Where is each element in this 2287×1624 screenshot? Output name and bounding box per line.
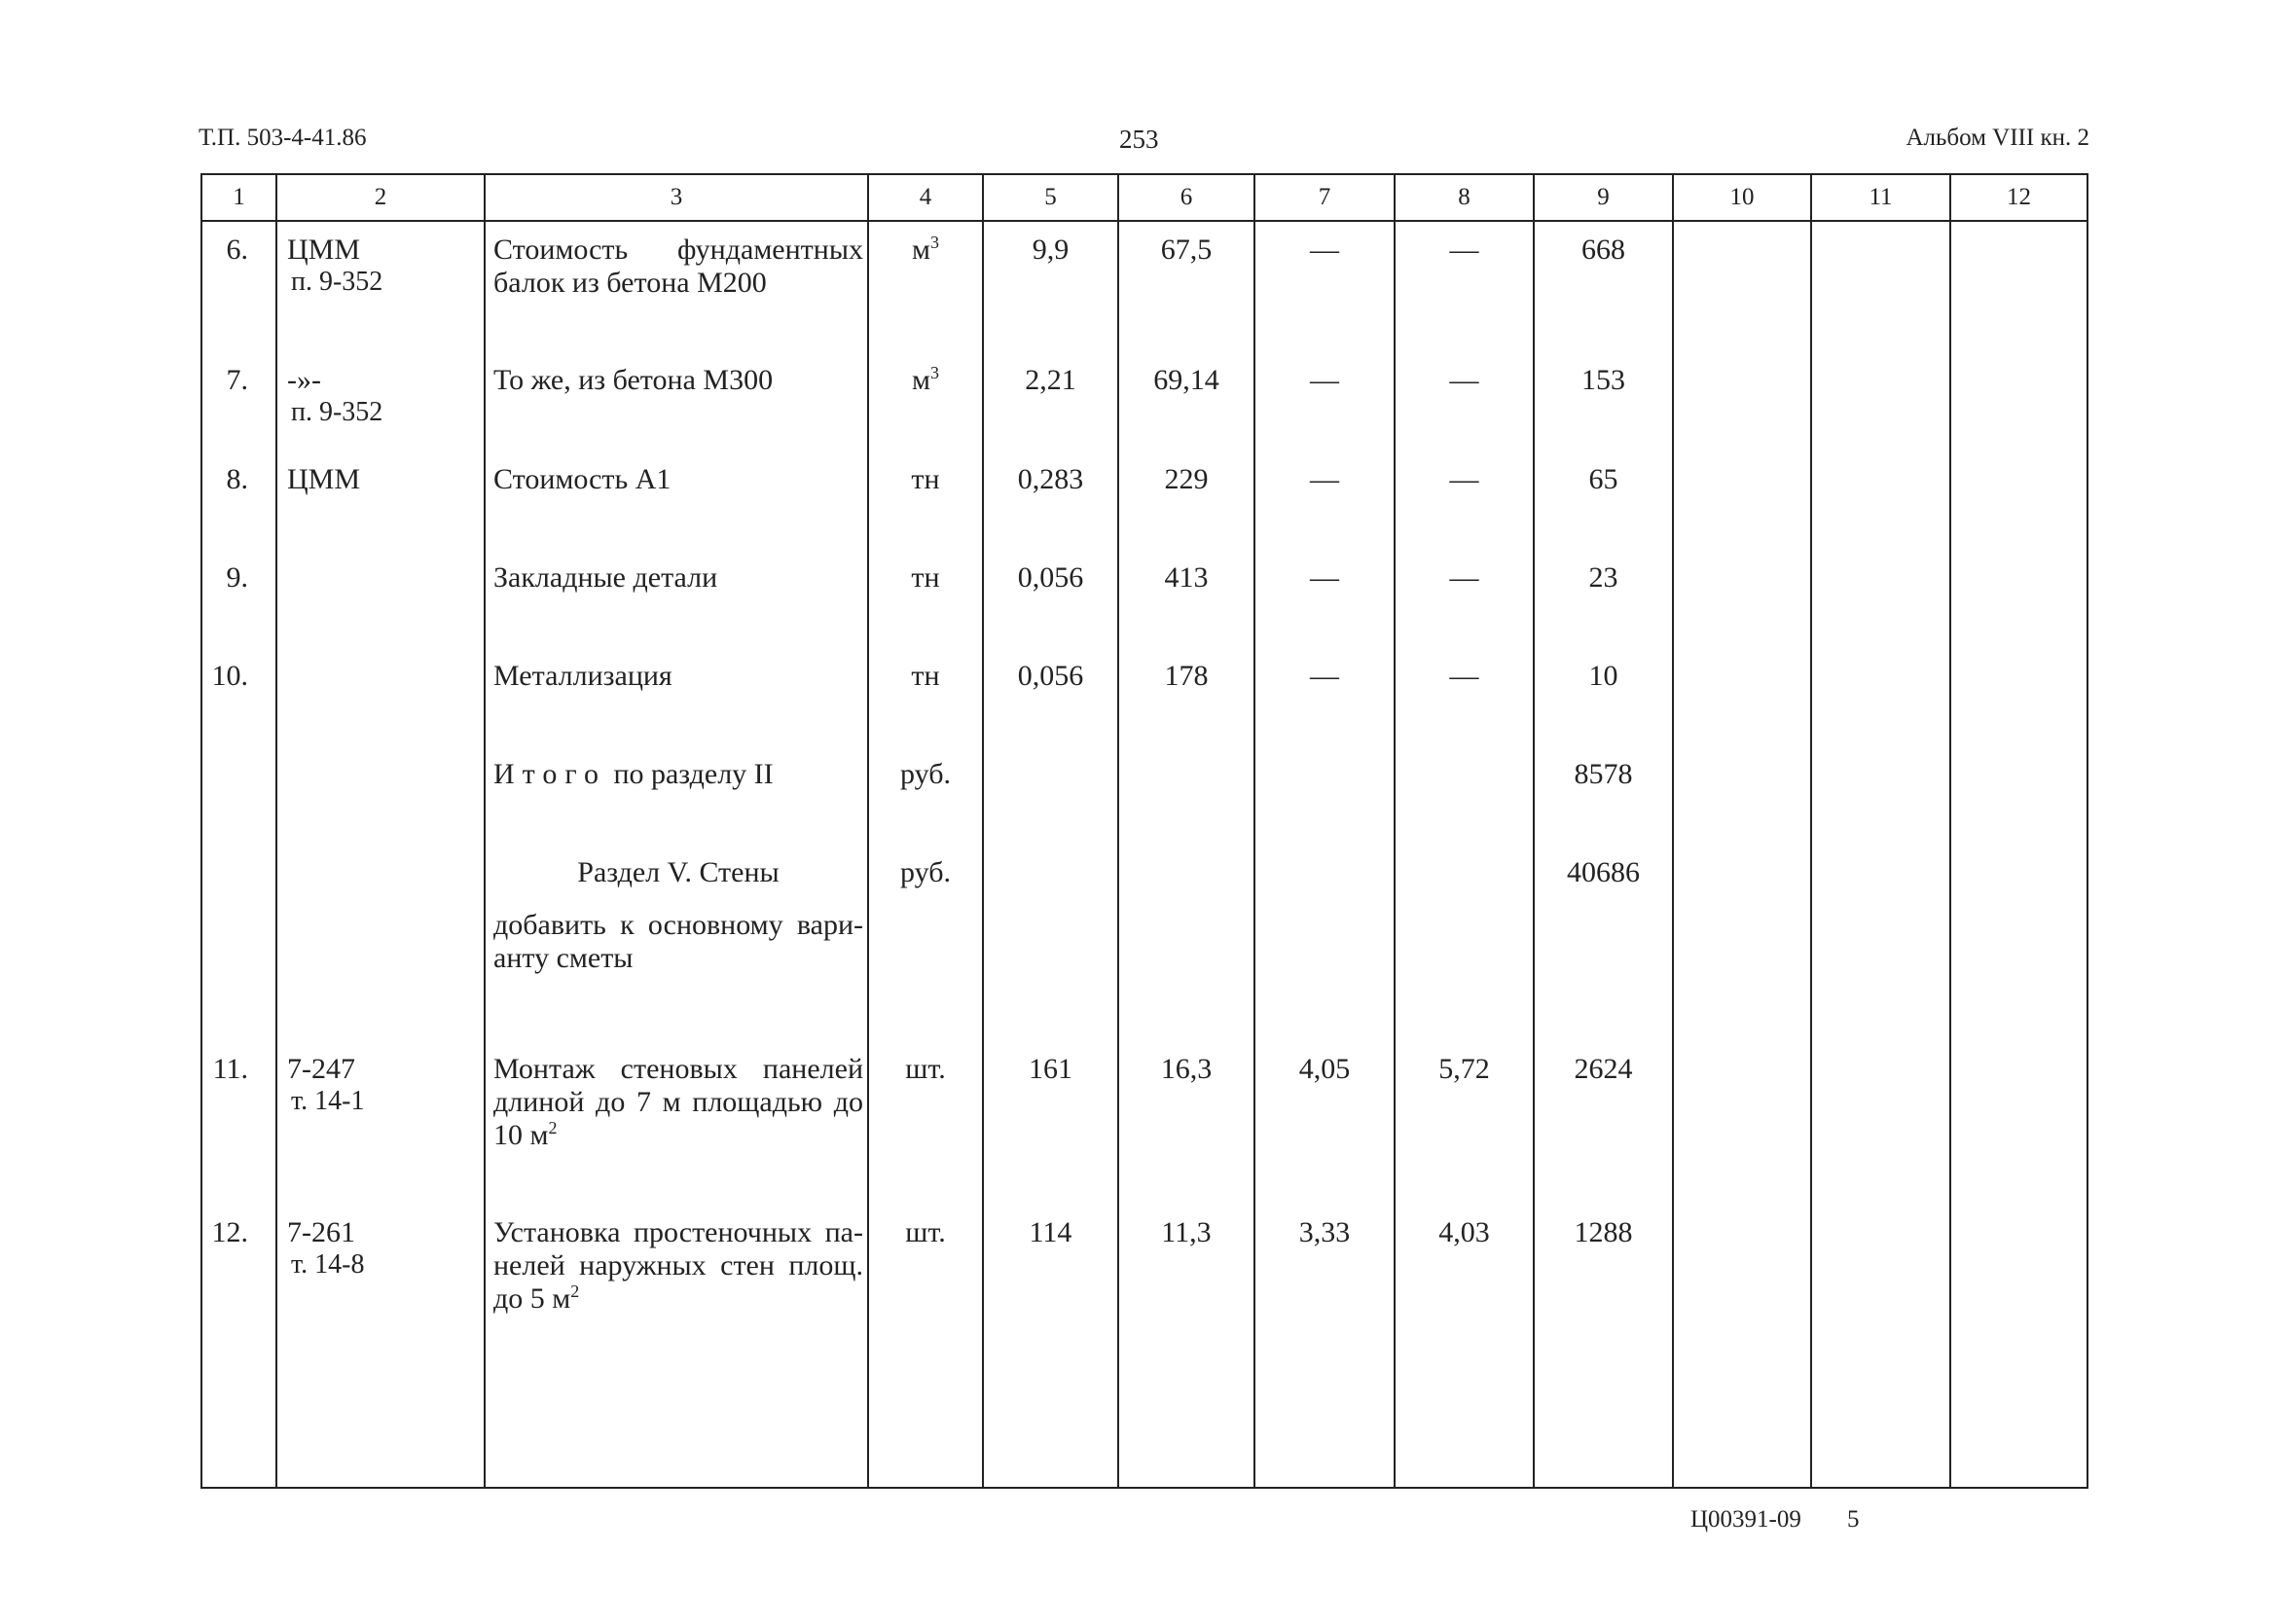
total-cost: 8578 — [1534, 746, 1673, 845]
column-7-value: — — [1254, 550, 1395, 648]
column-header: 7 — [1254, 174, 1395, 221]
quantity: 114 — [983, 1205, 1118, 1488]
subtotal-section: по разделу II — [605, 758, 774, 790]
column-12-value — [1950, 746, 2087, 845]
total-cost: 65 — [1534, 451, 1673, 550]
column-11-value — [1811, 648, 1950, 746]
table-row — [201, 352, 2087, 451]
column-10-value — [1673, 221, 1811, 352]
row-number — [201, 845, 276, 909]
column-header: 12 — [1950, 174, 2087, 221]
norm-code — [276, 746, 485, 845]
row-number: 8. — [201, 451, 276, 550]
unit-base: м — [912, 234, 930, 266]
item-name: Стоимость А1 — [485, 451, 868, 550]
norm-code — [276, 451, 485, 550]
column-8-value: — — [1395, 352, 1534, 451]
norm-code — [276, 221, 485, 352]
total-cost: 153 — [1534, 352, 1673, 451]
norm-code-line2: т. 14-8 — [291, 1249, 365, 1280]
column-8-value — [1395, 746, 1534, 845]
column-12-value — [1950, 648, 2087, 746]
column-12-value — [1950, 221, 2087, 352]
total-cost: 23 — [1534, 550, 1673, 648]
column-12-value — [1950, 845, 2087, 909]
unit-base: м — [912, 364, 930, 396]
column-header: 1 — [201, 174, 276, 221]
page-number: 253 — [1119, 125, 1159, 154]
column-10-value — [1673, 451, 1811, 550]
document-code: Т.П. 503-4-41.86 — [199, 125, 367, 151]
column-12-value — [1950, 451, 2087, 550]
column-7-value: — — [1254, 648, 1395, 746]
column-10-value — [1673, 550, 1811, 648]
unit — [868, 648, 983, 746]
unit — [868, 451, 983, 550]
sheet-code: Ц00391-09 — [1690, 1506, 1801, 1533]
norm-code-line1: 7-261 — [287, 1216, 355, 1248]
norm-code-line2: п. 9-352 — [291, 267, 383, 297]
norm-code — [276, 1205, 485, 1488]
section-note: добавить к основному вари-анту сметы — [485, 909, 868, 1041]
item-name: Металлизация — [485, 648, 868, 746]
unit-base: тн — [911, 660, 940, 692]
column-11-value — [1811, 1041, 1950, 1205]
column-header: 9 — [1534, 174, 1673, 221]
quantity — [983, 845, 1118, 909]
unit-cost: 69,14 — [1118, 352, 1254, 451]
column-7-value: — — [1254, 221, 1395, 352]
table-row-subtotal — [201, 746, 2087, 845]
column-8-value — [1395, 845, 1534, 909]
album-label: Альбом VIII кн. 2 — [1906, 125, 2089, 151]
row-number: 11. — [201, 1041, 276, 1205]
quantity: 0,056 — [983, 648, 1118, 746]
column-10-value — [1673, 746, 1811, 845]
quantity: 0,056 — [983, 550, 1118, 648]
item-name: Стоимость фундаментных балок из бетона М200 — [485, 221, 868, 352]
column-10-value — [1673, 352, 1811, 451]
column-8-value: — — [1395, 221, 1534, 352]
column-7-value — [1254, 909, 1395, 1041]
norm-code-line2: т. 14-1 — [291, 1086, 365, 1116]
column-8-value: — — [1395, 451, 1534, 550]
unit — [868, 1041, 983, 1205]
quantity — [983, 746, 1118, 845]
item-name: То же, из бетона М300 — [485, 352, 868, 451]
column-12-value — [1950, 1041, 2087, 1205]
quantity: 161 — [983, 1041, 1118, 1205]
column-11-value — [1811, 909, 1950, 1041]
unit-base: руб. — [900, 856, 951, 888]
table-row — [201, 648, 2087, 746]
column-11-value — [1811, 352, 1950, 451]
column-11-value — [1811, 221, 1950, 352]
total-cost: 10 — [1534, 648, 1673, 746]
column-11-value — [1811, 550, 1950, 648]
total-cost: 40686 — [1534, 845, 1673, 909]
unit — [868, 221, 983, 352]
subtotal-word: Итого — [493, 758, 606, 790]
sheet-number: 5 — [1847, 1506, 1860, 1533]
column-7-value: — — [1254, 451, 1395, 550]
item-name: Закладные детали — [485, 550, 868, 648]
column-header: 5 — [983, 174, 1118, 221]
column-header-row — [201, 174, 2087, 221]
norm-code — [276, 1041, 485, 1205]
unit-cost — [1118, 746, 1254, 845]
quantity: 2,21 — [983, 352, 1118, 451]
unit-cost: 67,5 — [1118, 221, 1254, 352]
section-title: Раздел V. Стены — [485, 845, 868, 909]
item-name — [485, 746, 868, 845]
unit-base: тн — [911, 463, 940, 495]
column-7-value: — — [1254, 352, 1395, 451]
column-10-value — [1673, 1205, 1811, 1488]
column-12-value — [1950, 909, 2087, 1041]
item-name-text: Монтаж стеновых панелей длиной до 7 м площадью до 10 м — [493, 1053, 863, 1151]
item-name — [485, 1041, 868, 1205]
estimate-table — [200, 173, 2088, 1489]
norm-code-line2: п. 9-352 — [291, 397, 383, 427]
column-header: 11 — [1811, 174, 1950, 221]
column-header: 6 — [1118, 174, 1254, 221]
item-name-text: Установка простеночных па-нелей наружных стен площ. до 5 м — [493, 1216, 863, 1315]
table-row — [201, 550, 2087, 648]
table-row-note — [201, 909, 2087, 1041]
column-header: 10 — [1673, 174, 1811, 221]
norm-code — [276, 909, 485, 1041]
table-row-section — [201, 845, 2087, 909]
total-cost: 1288 — [1534, 1205, 1673, 1488]
row-number: 10. — [201, 648, 276, 746]
unit-cost: 413 — [1118, 550, 1254, 648]
column-header: 2 — [276, 174, 485, 221]
column-7-value: 4,05 — [1254, 1041, 1395, 1205]
table-row — [201, 1041, 2087, 1205]
quantity: 0,283 — [983, 451, 1118, 550]
column-11-value — [1811, 845, 1950, 909]
column-7-value — [1254, 845, 1395, 909]
column-12-value — [1950, 550, 2087, 648]
column-header: 3 — [485, 174, 868, 221]
column-7-value: 3,33 — [1254, 1205, 1395, 1488]
row-number: 9. — [201, 550, 276, 648]
total-cost: 2624 — [1534, 1041, 1673, 1205]
column-10-value — [1673, 845, 1811, 909]
column-11-value — [1811, 746, 1950, 845]
column-8-value: — — [1395, 550, 1534, 648]
unit-cost — [1118, 909, 1254, 1041]
norm-code-line1: -»- — [287, 364, 321, 396]
unit — [868, 909, 983, 1041]
unit-cost: 16,3 — [1118, 1041, 1254, 1205]
unit-cost: 229 — [1118, 451, 1254, 550]
unit-superscript: 3 — [929, 363, 939, 382]
column-10-value — [1673, 1041, 1811, 1205]
unit — [868, 746, 983, 845]
norm-code — [276, 550, 485, 648]
unit — [868, 550, 983, 648]
unit-base: шт. — [905, 1053, 946, 1085]
column-8-value: 5,72 — [1395, 1041, 1534, 1205]
column-10-value — [1673, 648, 1811, 746]
unit-base: руб. — [900, 758, 951, 790]
row-number: 7. — [201, 352, 276, 451]
column-8-value: 4,03 — [1395, 1205, 1534, 1488]
unit-base: тн — [911, 561, 940, 594]
item-name-superscript: 2 — [548, 1118, 558, 1137]
unit-cost: 11,3 — [1118, 1205, 1254, 1488]
row-number: 12. — [201, 1205, 276, 1488]
quantity — [983, 909, 1118, 1041]
total-cost: 668 — [1534, 221, 1673, 352]
norm-code — [276, 845, 485, 909]
row-number — [201, 746, 276, 845]
item-name-superscript: 2 — [570, 1281, 580, 1301]
item-name — [485, 1205, 868, 1488]
column-10-value — [1673, 909, 1811, 1041]
row-number: 6. — [201, 221, 276, 352]
unit — [868, 845, 983, 909]
table-row — [201, 1205, 2087, 1488]
norm-code-line1: ЦММ — [287, 234, 361, 266]
column-header: 4 — [868, 174, 983, 221]
column-12-value — [1950, 352, 2087, 451]
unit-cost: 178 — [1118, 648, 1254, 746]
norm-code-line1: 7-247 — [287, 1053, 355, 1085]
column-7-value — [1254, 746, 1395, 845]
row-number — [201, 909, 276, 1041]
unit — [868, 1205, 983, 1488]
quantity: 9,9 — [983, 221, 1118, 352]
column-header: 8 — [1395, 174, 1534, 221]
column-12-value — [1950, 1205, 2087, 1488]
unit-superscript: 3 — [929, 233, 939, 252]
table-row — [201, 451, 2087, 550]
column-8-value: — — [1395, 648, 1534, 746]
column-11-value — [1811, 1205, 1950, 1488]
norm-code — [276, 352, 485, 451]
table-row — [201, 221, 2087, 352]
total-cost — [1534, 909, 1673, 1041]
unit-base: шт. — [905, 1216, 946, 1248]
unit — [868, 352, 983, 451]
norm-code-line1: ЦММ — [287, 463, 361, 495]
unit-cost — [1118, 845, 1254, 909]
column-11-value — [1811, 451, 1950, 550]
norm-code — [276, 648, 485, 746]
column-8-value — [1395, 909, 1534, 1041]
